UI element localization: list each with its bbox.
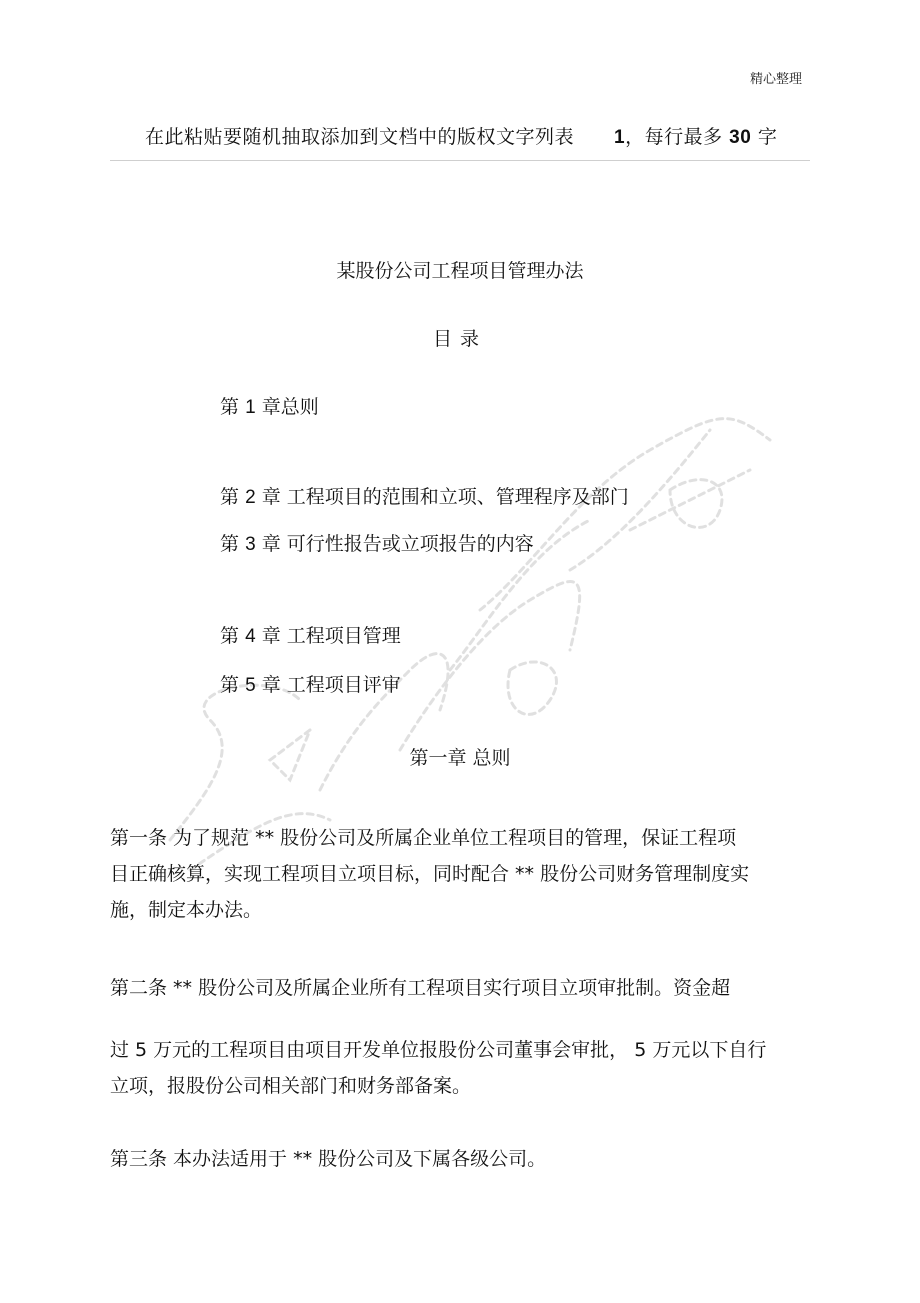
toc-prefix: 第 [220, 486, 240, 508]
toc-chapter-title: 章 可行性报告或立项报告的内容 [261, 533, 534, 555]
toc-chapter-title: 章 工程项目管理 [261, 625, 401, 647]
document-title: 某股份公司工程项目管理办法 [336, 260, 584, 282]
toc-prefix: 第 [220, 674, 240, 696]
toc-prefix: 第 [220, 625, 240, 647]
toc-chapter-title: 章 工程项目评审 [261, 674, 401, 696]
toc-chapter-number: 5 [245, 675, 256, 696]
article-3 [110, 1141, 810, 1177]
toc-prefix: 第 [220, 396, 240, 418]
toc-item-chapter-5 [220, 670, 401, 697]
toc-item-chapter-3 [220, 529, 534, 556]
header-divider [110, 160, 810, 161]
header-number-30: 30 [729, 127, 752, 148]
header-text-after: 字 [757, 126, 778, 148]
article-line: 过 5 万元的工程项目由项目开发单位报股份公司董事会审批， 5 万元以下自行 [110, 1039, 767, 1061]
toc-chapter-number: 4 [245, 626, 256, 647]
header-text-middle: ，每行最多 [625, 126, 723, 148]
toc-item-chapter-1 [220, 392, 319, 419]
article-2 [110, 970, 810, 1006]
header-copyright-line [145, 122, 777, 149]
chapter-heading: 第一章 总则 [409, 747, 511, 769]
article-1 [110, 820, 810, 928]
header-text-before: 在此粘贴要随机抽取添加到文档中的版权文字列表 [145, 126, 575, 148]
header-number-1: 1 [614, 127, 626, 148]
toc-chapter-title: 章 工程项目的范围和立项、管理程序及部门 [261, 486, 629, 508]
toc-prefix: 第 [220, 533, 240, 555]
article-line: 立项，报股份公司相关部门和财务部备案。 [110, 1075, 472, 1097]
toc-title: 目录 [432, 328, 487, 350]
toc-item-chapter-4 [220, 621, 401, 648]
watermark-stroke [630, 470, 750, 530]
page-corner-note: 精心整理 [749, 72, 802, 87]
toc-chapter-number: 1 [245, 397, 256, 418]
watermark-stroke [480, 419, 770, 610]
toc-chapter-number: 3 [245, 534, 256, 555]
watermark-stroke [508, 662, 556, 714]
article-line: 施，制定本办法。 [110, 899, 263, 921]
article-line: 第二条 ** 股份公司及所属企业所有工程项目实行项目立项审批制。资金超 [110, 977, 731, 999]
toc-chapter-number: 2 [245, 487, 256, 508]
article-line: 第三条 本办法适用于 ** 股份公司及下属各级公司。 [110, 1148, 547, 1170]
article-2-continued [110, 1032, 810, 1104]
article-line: 第一条 为了规范 ** 股份公司及所属企业单位工程项目的管理，保证工程项 [110, 827, 737, 849]
watermark-stroke [400, 582, 580, 750]
article-line: 目正确核算，实现工程项目立项目标，同时配合 ** 股份公司财务管理制度实 [110, 863, 750, 885]
toc-chapter-title: 章总则 [261, 396, 319, 418]
toc-item-chapter-2 [220, 482, 629, 509]
